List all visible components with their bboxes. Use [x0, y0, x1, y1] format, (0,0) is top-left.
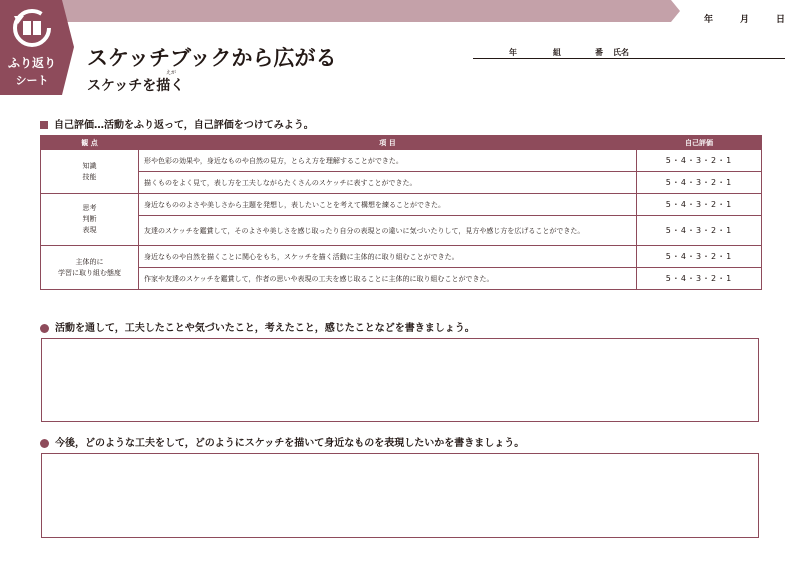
score-options[interactable]: 5・4・3・2・1 — [637, 246, 762, 268]
future-writing-box[interactable] — [41, 453, 759, 538]
score-options[interactable]: 5・4・3・2・1 — [637, 268, 762, 290]
table-row — [41, 268, 762, 290]
name-year: 年 — [509, 48, 517, 57]
date-year: 年 — [704, 15, 714, 25]
reflection-writing-box[interactable] — [41, 338, 759, 422]
kanten-thinking: 思考 判断 表現 — [41, 194, 139, 246]
self-eval-heading: 自己評価…活動をふり返って，自己評価をつけてみよう。 — [40, 116, 314, 131]
circle-bullet-icon — [40, 439, 49, 448]
date-month: 月 — [740, 15, 750, 25]
self-eval-table — [40, 135, 762, 290]
badge-sublabel: シート — [15, 74, 49, 87]
eval-item: 形や色彩の効果や，身近なものや自然の見方，とらえ方を理解することができた。 — [139, 150, 637, 172]
book-return-icon — [12, 8, 52, 48]
table-row — [41, 216, 762, 246]
header-kanten: 観 点 — [41, 136, 139, 150]
table-row — [41, 150, 762, 172]
table-row — [41, 246, 762, 268]
page-subtitle: スケッチを描く えが — [87, 70, 185, 94]
score-options[interactable]: 5・4・3・2・1 — [637, 216, 762, 246]
kanten-attitude: 主体的に 学習に取り組む態度 — [41, 246, 139, 290]
name-line — [473, 45, 785, 59]
square-marker-icon — [40, 121, 48, 129]
subtitle-ruby: えが — [166, 70, 177, 76]
score-options[interactable]: 5・4・3・2・1 — [637, 150, 762, 172]
eval-item: 友達のスケッチを鑑賞して，そのよさや美しさを感じ取ったり自分の表現との違いに気づいたりして，見方や感じ方を広げることができた。 — [139, 216, 637, 246]
name-number: 番 — [595, 48, 603, 57]
prompt-future: 今後，どのような工夫をして，どのようにスケッチを描いて身近なものを表現したいかを書きましょう。 — [40, 434, 524, 449]
name-class: 組 — [553, 48, 561, 57]
score-options[interactable]: 5・4・3・2・1 — [637, 172, 762, 194]
badge-label: ふり返り — [7, 56, 56, 70]
date-day: 日 — [776, 15, 786, 25]
top-band — [0, 0, 668, 22]
eval-item: 描くものをよく見て，表し方を工夫しながらたくさんのスケッチに表すことができた。 — [139, 172, 637, 194]
circle-bullet-icon — [40, 324, 49, 333]
prompt-reflection: 活動を通して，工夫したことや気づいたこと，考えたこと，感じたことなどを書きましょう。 — [40, 319, 475, 334]
top-band-tip — [660, 0, 680, 22]
header-score: 自己評価 — [637, 136, 762, 150]
name-label: 氏名 — [613, 48, 629, 57]
header-item: 項 目 — [139, 136, 637, 150]
table-row — [41, 172, 762, 194]
score-options[interactable]: 5・4・3・2・1 — [637, 194, 762, 216]
eval-item: 作家や友達のスケッチを鑑賞して，作者の思いや表現の工夫を感じ取ることに主体的に取り組むことができた。 — [139, 268, 637, 290]
eval-item: 身近なもののよさや美しさから主題を発想し，表したいことを考えて構想を練ることができた。 — [139, 194, 637, 216]
table-row — [41, 194, 762, 216]
page-title: スケッチブックから広がる — [87, 46, 337, 70]
kanten-knowledge: 知識 技能 — [41, 150, 139, 194]
eval-item: 身近なものや自然を描くことに関心をもち，スケッチを描く活動に主体的に取り組むことができた。 — [139, 246, 637, 268]
